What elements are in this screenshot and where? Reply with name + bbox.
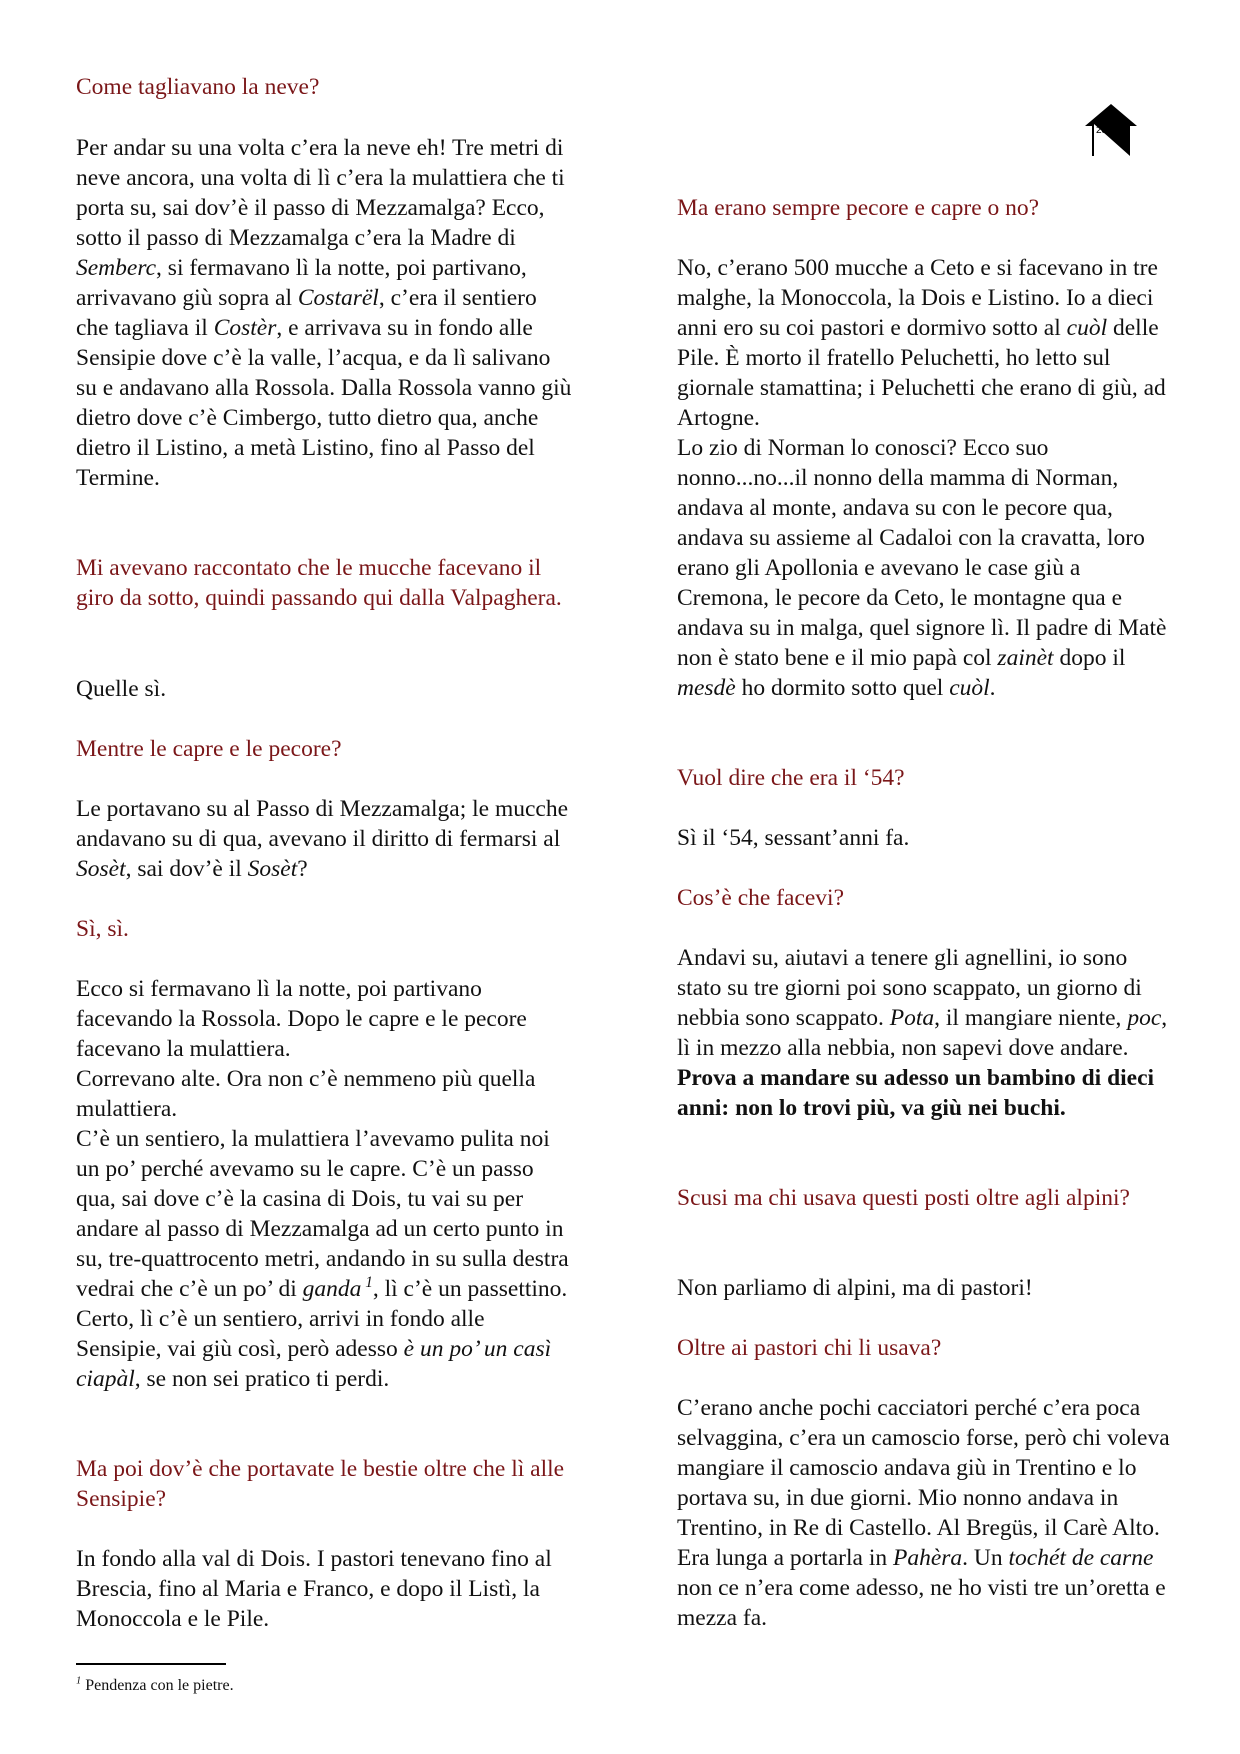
interview-question	[76, 914, 572, 944]
text-run: Ecco si fermavano lì la notte, poi partivano facevando la Rossola. Dopo le capre e le pecore facevano la mulattiera.	[76, 976, 527, 1062]
text-run: Mentre le capre e le pecore?	[76, 736, 342, 762]
house-icon	[1083, 102, 1139, 158]
text-run: . Un	[962, 1545, 1009, 1571]
interview-answer	[76, 133, 572, 493]
text-run: Cos’è che facevi?	[677, 885, 845, 911]
text-run: dopo il	[1053, 645, 1126, 671]
interview-question	[677, 1333, 1172, 1363]
interview-answer	[76, 674, 572, 704]
interview-question	[677, 883, 1172, 913]
text-run: , sai dov’è il	[125, 856, 248, 882]
text-run: zainèt	[997, 645, 1054, 671]
text-run: Le portavano su al Passo di Mezzamalga; le mucche andavano su di qua, avevano il diritto di fermarsi al	[76, 796, 569, 852]
interview-answer	[677, 1393, 1172, 1633]
text-run: Sosèt	[76, 856, 126, 882]
text-run: , il mangiare niente,	[934, 1005, 1128, 1031]
text-run: Sosèt	[247, 856, 298, 882]
text-run: Sì, sì.	[76, 916, 129, 942]
text-run: Pota	[889, 1005, 935, 1031]
footnote-divider	[76, 1663, 226, 1665]
text-run: cuòl	[1066, 315, 1108, 341]
interview-question	[677, 193, 1172, 223]
text-run: Quelle sì.	[76, 676, 167, 702]
text-run: , se non sei pratico ti perdi.	[134, 1366, 390, 1392]
page-number-house-icon	[1083, 102, 1139, 158]
text-run: Costèr	[213, 315, 277, 341]
text-run: Pahèra	[892, 1545, 963, 1571]
text-run: Ma poi dov’è che portavate le bestie oltre che lì alle Sensipie?	[76, 1456, 565, 1512]
text-run: Come tagliavano la neve?	[76, 74, 320, 100]
footnote-reference: 1	[361, 1274, 373, 1292]
interview-answer	[677, 943, 1172, 1123]
text-run: Costarël	[297, 285, 379, 311]
text-run: Mi avevano raccontato che le mucche facevano il giro da sotto, quindi passando qui dalla Valpaghera.	[76, 555, 562, 611]
text-run: , c’era il sentiero che tagliava il	[76, 285, 537, 341]
text-run: No, c’erano 500 mucche a Ceto e si facevano in tre malghe, la Monoccola, la Dois e Listino. Io a dieci anni ero su coi pastori e dormivo sotto al	[677, 255, 1158, 341]
interview-answer	[677, 1273, 1172, 1303]
text-run: C’è un sentiero, la mulattiera l’avevamo pulita noi un po’ perché avevamo su le capre. C’è un passo qua, sai dove c’è la casina di Dois, tu vai su per andare al passo di Mezzamalga ad un certo punto in su, tre-quattrocento metri, andando in su sulla destra vedrai che c’è un po’ di	[76, 1126, 569, 1302]
text-run: Semberc	[76, 255, 157, 281]
text-run: , lì c’è un passettino.	[372, 1276, 568, 1302]
text-run: , e arrivava su in fondo alle Sensipie dove c’è la valle, l’acqua, e da lì salivano su e andavano alla Rossola. Dalla Rossola vanno giù dietro dove c’è Cimbergo, tutto dietro qua, anche dietro il Listino, a metà Listino, fino al Passo del Termine.	[76, 315, 572, 491]
text-run: In fondo alla val di Dois. I pastori tenevano fino al Brescia, fino al Maria e Franco, e dopo il Listì, la Monoccola e le Pile.	[76, 1546, 552, 1632]
footnote-text: Pendenza con le pietre.	[81, 1677, 234, 1694]
interview-question	[76, 553, 572, 613]
text-run: Ma erano sempre pecore e capre o no?	[677, 195, 1040, 221]
text-run: non ce n’era come adesso, ne ho visti tre un’oretta e mezza fa.	[677, 1575, 1166, 1631]
text-run: Andavi su, aiutavi a tenere gli agnellini, io sono stato su tre giorni poi sono scappato, un giorno di nebbia sono scappato.	[677, 945, 1142, 1031]
page-number: 23	[1096, 125, 1108, 136]
text-run: Certo, lì c’è un sentiero, arrivi in fondo alle Sensipie, vai giù così, però adesso	[76, 1306, 485, 1362]
text-run: ho dormito sotto quel	[735, 675, 950, 701]
text-run: Per andar su una volta c’era la neve eh! Tre metri di neve ancora, una volta di lì c’era la mulattiera che ti porta su, sai dov’è il passo di Mezzamalga? Ecco, sotto il passo di Mezzamalga c’era la Madre di	[76, 135, 565, 251]
text-run: , si fermavano lì la notte, poi partivano, arrivavano giù sopra al	[76, 255, 527, 311]
text-run: Oltre ai pastori chi li usava?	[677, 1335, 942, 1361]
text-run: Prova a mandare su adesso un bambino di dieci anni: non lo trovi più, va giù nei buchi.	[677, 1065, 1155, 1121]
interview-question	[677, 763, 1172, 793]
text-run: , lì in mezzo alla nebbia, non sapevi dove andare.	[677, 1005, 1168, 1061]
text-run: delle Pile. È morto il fratello Peluchetti, ho letto sul giornale stamattina; i Peluchetti che erano di giù, ad Artogne.	[677, 315, 1166, 431]
interview-question	[76, 1454, 572, 1514]
text-run: è un po’ un casì ciapàl	[76, 1336, 552, 1392]
interview-question	[76, 72, 572, 102]
text-run: .	[989, 675, 996, 701]
interview-answer	[677, 253, 1172, 703]
interview-question	[76, 734, 572, 764]
text-run: ganda	[302, 1276, 362, 1302]
interview-answer	[677, 823, 1172, 853]
footnote	[76, 1676, 234, 1696]
text-run: Lo zio di Norman lo conosci? Ecco suo nonno...no...il nonno della mamma di Norman, andava al monte, andava su con le pecore qua, andava su assieme al Cadaloi con la cravatta, loro erano gli Apollonia e avevano le case giù a Cremona, le pecore da Ceto, le montagne qua e andava su in malga, quel signore lì. Il padre di Matè non è stato bene e il mio papà col	[677, 435, 1167, 671]
interview-answer	[76, 794, 572, 884]
text-run: Sì il ‘54, sessant’anni fa.	[677, 825, 910, 851]
text-run: mesdè	[677, 675, 736, 701]
text-run: tochét de carne	[1008, 1545, 1154, 1571]
text-run: Non parliamo di alpini, ma di pastori!	[677, 1275, 1033, 1301]
text-run: Correvano alte. Ora non c’è nemmeno più quella mulattiera.	[76, 1066, 536, 1122]
footnote-marker: 1	[76, 1675, 82, 1687]
interview-question	[677, 1183, 1172, 1213]
text-run: Vuol dire che era il ‘54?	[677, 765, 905, 791]
text-run: Scusi ma chi usava questi posti oltre agli alpini?	[677, 1185, 1130, 1211]
text-run: C’erano anche pochi cacciatori perché c’era poca selvaggina, c’era un camoscio forse, però chi voleva mangiare il camoscio andava giù in Trentino e lo portava su, in due giorni. Mio nonno andava in Trentino, in Re di Castello. Al Bregüs, il Carè Alto. Era lunga a portarla in	[677, 1395, 1170, 1571]
text-run: cuòl	[949, 675, 990, 701]
interview-answer	[76, 1544, 572, 1634]
text-run: ?	[297, 856, 308, 882]
interview-answer	[76, 974, 572, 1394]
text-run: poc	[1127, 1005, 1162, 1031]
